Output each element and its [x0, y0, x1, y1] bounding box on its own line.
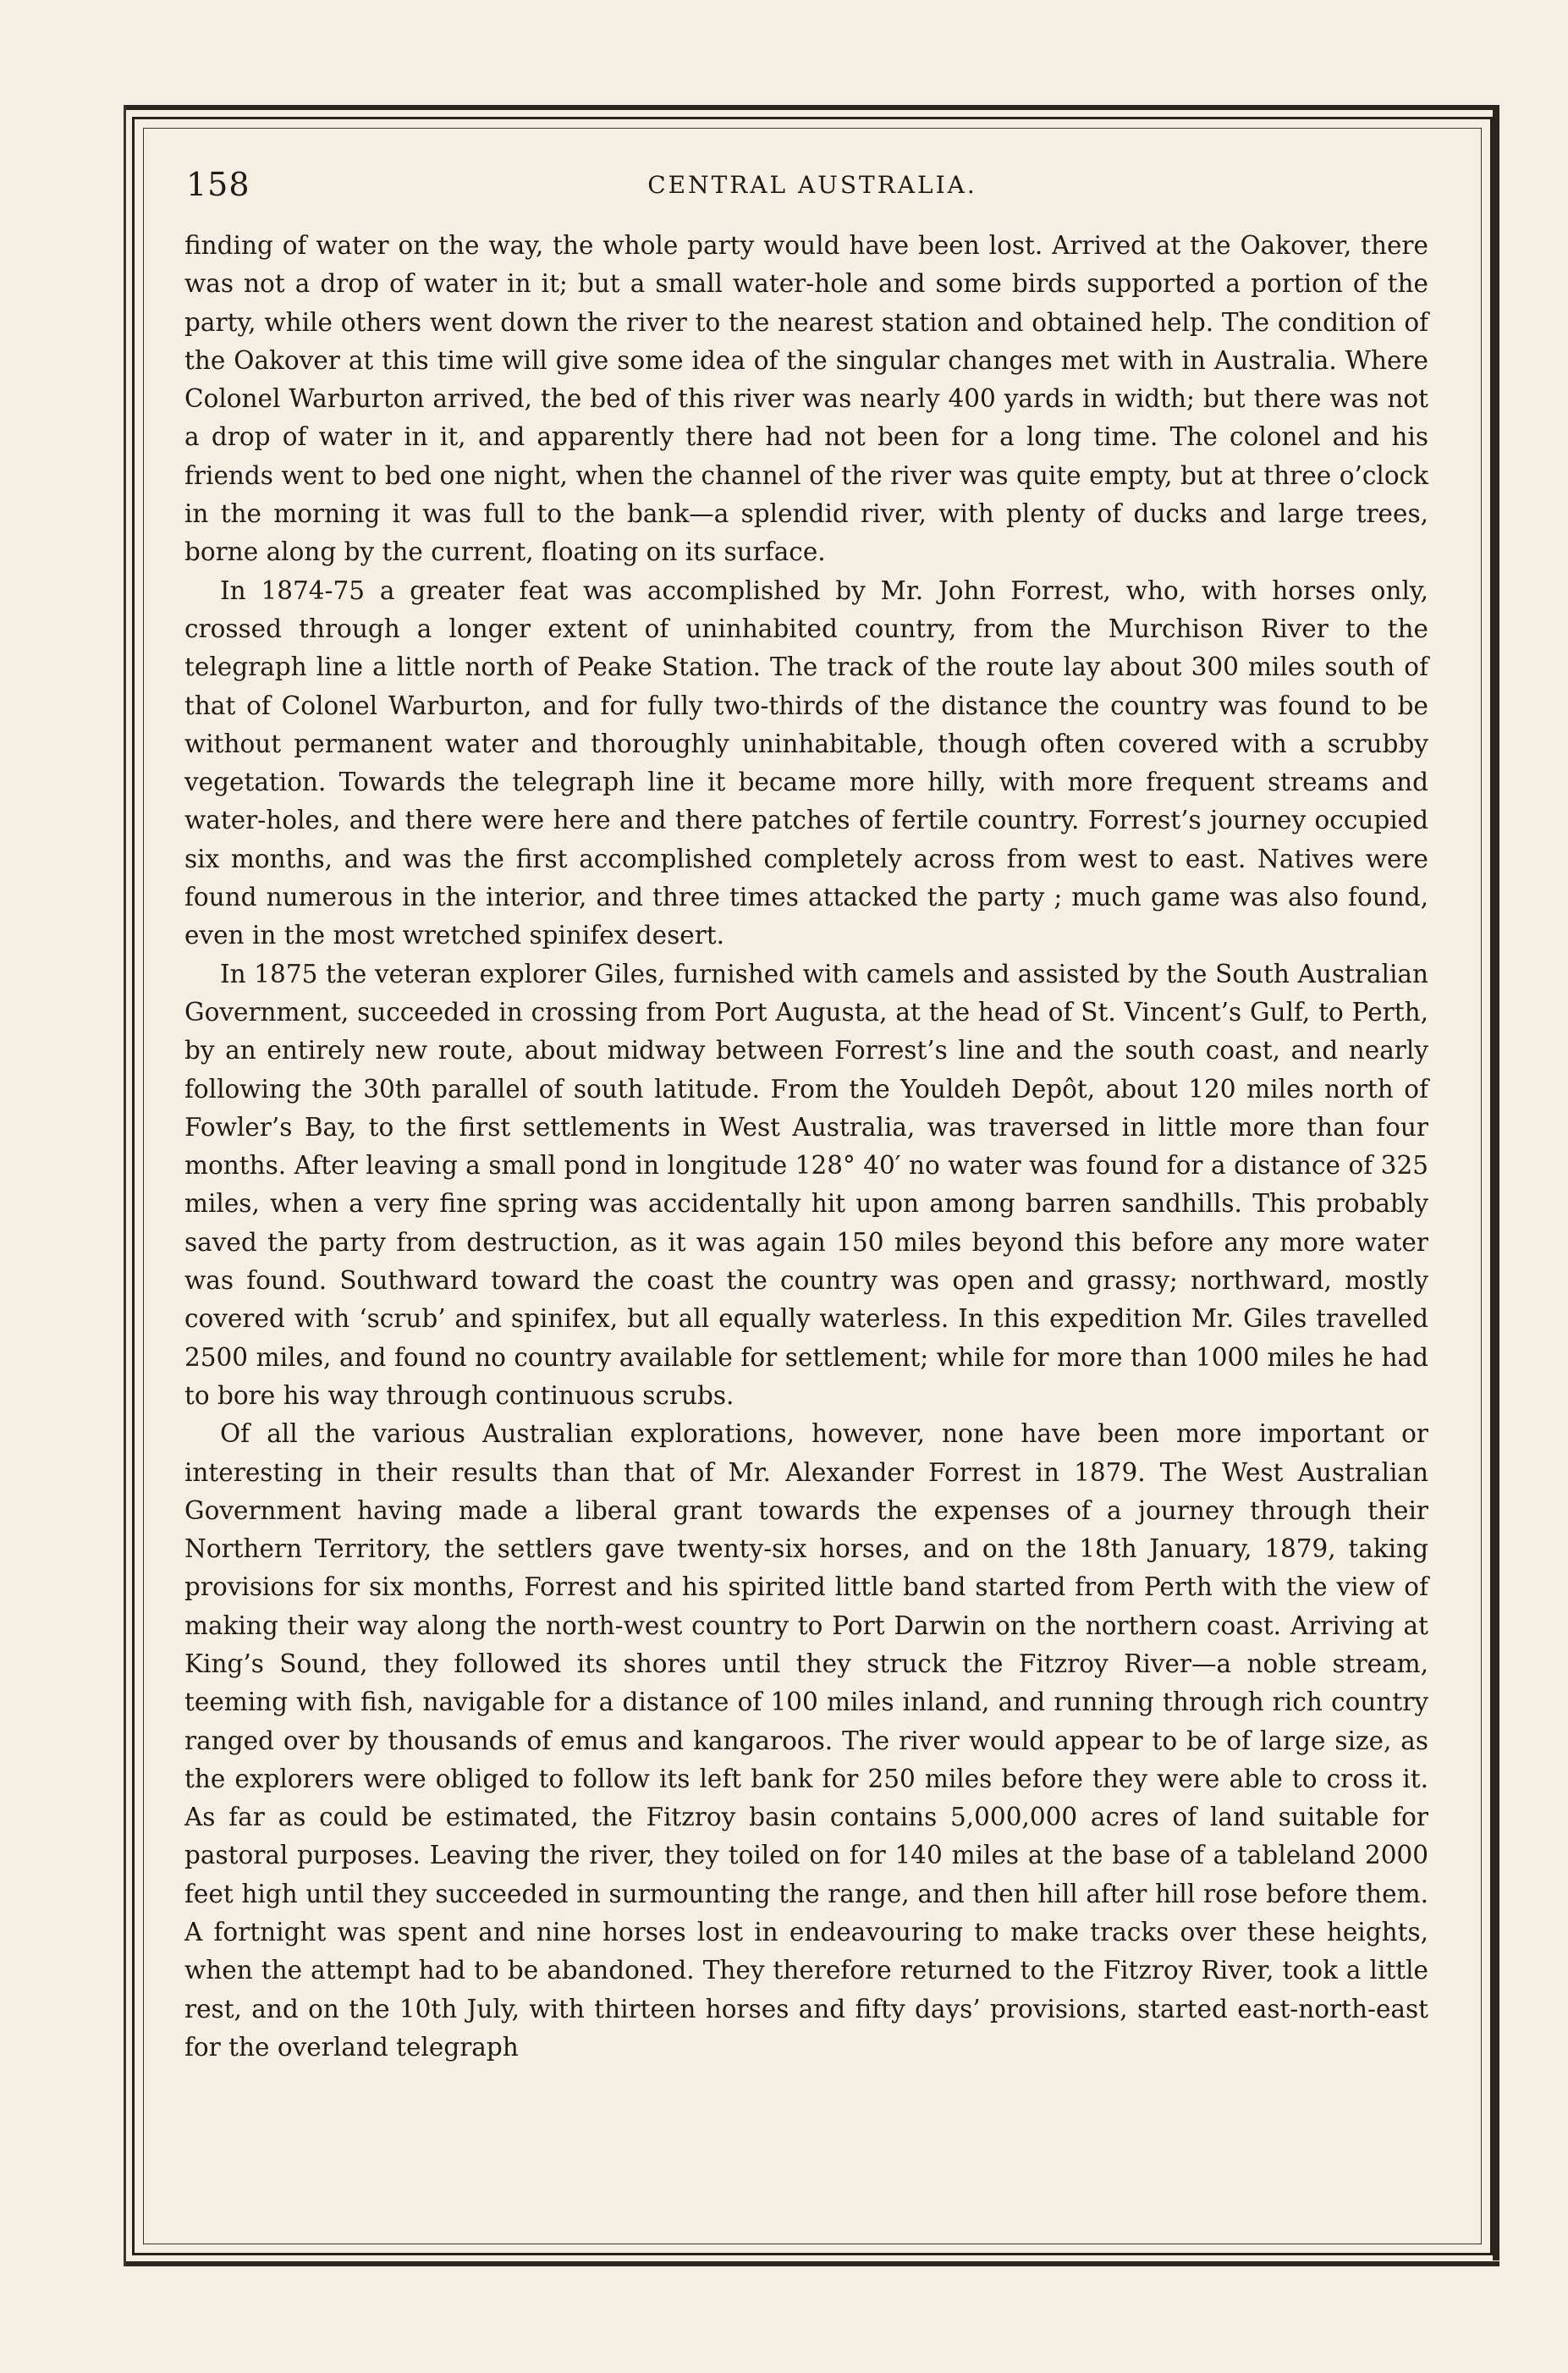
paragraph: finding of water on the way, the whole party would have been lost. Arrived at the Oakover, there was not a drop of water in it; but a small water-hole and some birds supported a portion of the party, while others went down the river to the nearest station and obtained help. The condition of the Oakover at this time will give some idea of the singular changes met with in Australia. Where Colonel Warburton arrived, the bed of this river was nearly 400 yards in width; but there was not a drop of water in it, and apparently there had not been for a long time. The colonel and his friends went to bed one night, when the channel of the river was quite empty, but at three o’clock in the morning it was full to the bank—a splendid river, with plenty of ducks and large trees, borne along by the current, floating on its surface.	[184, 231, 1428, 567]
page-number: 158	[186, 166, 250, 203]
running-head: CENTRAL AUSTRALIA.	[647, 171, 977, 199]
paragraph: Of all the various Australian explorations, however, none have been more important or interesting in their results than that of Mr. Alexander Forrest in 1879. The West Australian Government having made a liberal grant towards the expenses of a journey through their Northern Territory, the settlers gave twenty-six horses, and on the 18th January, 1879, taking provisions for six months, Forrest and his spirited little band started from Perth with the view of making their way along the north-west country to Port Darwin on the northern coast. Arriving at King’s Sound, they followed its shores until they struck the Fitzroy River—a noble stream, teeming with fish, navigable for a distance of 100 miles inland, and running through rich country ranged over by thousands of emus and kangaroos. The river would appear to be of large size, as the explorers were obliged to follow its left bank for 250 miles before they were able to cross it. As far as could be estimated, the Fitzroy basin contains 5,000,000 acres of land suitable for pastoral purposes. Leaving the river, they toiled on for 140 miles at the base of a tableland 2000 feet high until they succeeded in surmounting the range, and then hill after hill rose before them. A fortnight was spent and nine horses lost in endeavouring to make tracks over these heights, when the attempt had to be abandoned. They therefore returned to the Fitzroy River, took a little rest, and on the 10th July, with thirteen horses and fifty days’ provisions, started east-north-east for the overland telegraph	[184, 1419, 1428, 2062]
page-frame-shadow-top	[124, 105, 1499, 110]
body-text	[184, 227, 1428, 2067]
page-header	[186, 166, 1439, 208]
page-frame-shadow-bottom	[124, 2261, 1499, 2266]
page-frame-shadow-right	[1493, 107, 1499, 2260]
paragraph: In 1875 the veteran explorer Giles, furnished with camels and assisted by the South Australian Government, succeeded in crossing from Port Augusta, at the head of St. Vincent’s Gulf, to Perth, by an entirely new route, about midway between Forrest’s line and the south coast, and nearly following the 30th parallel of south latitude. From the Youldeh Depôt, about 120 miles north of Fowler’s Bay, to the first settlements in West Australia, was traversed in little more than four months. After leaving a small pond in longitude 128° 40′ no water was found for a distance of 325 miles, when a very fine spring was accidentally hit upon among barren sandhills. This probably saved the party from destruction, as it was again 150 miles beyond this before any more water was found. Southward toward the coast the country was open and grassy; northward, mostly covered with ‘scrub’ and spinifex, but all equally waterless. In this expedition Mr. Giles travelled 2500 miles, and found no country available for settlement; while for more than 1000 miles he had to bore his way through continuous scrubs.	[184, 959, 1428, 1410]
paragraph: In 1874-75 a greater feat was accomplished by Mr. John Forrest, who, with horses only, crossed through a longer extent of uninhabited country, from the Murchison River to the telegraph line a little north of Peake Station. The track of the route lay about 300 miles south of that of Colonel Warburton, and for fully two-thirds of the distance the country was found to be without permanent water and thoroughly uninhabitable, though often covered with a scrubby vegetation. Towards the telegraph line it became more hilly, with more frequent streams and water-holes, and there were here and there patches of fertile country. Forrest’s journey occupied six months, and was the first accomplished completely across from west to east. Natives were found numerous in the interior, and three times attacked the party ; much game was also found, even in the most wretched spinifex desert.	[184, 575, 1428, 950]
page-frame-left-rule	[124, 105, 126, 2266]
